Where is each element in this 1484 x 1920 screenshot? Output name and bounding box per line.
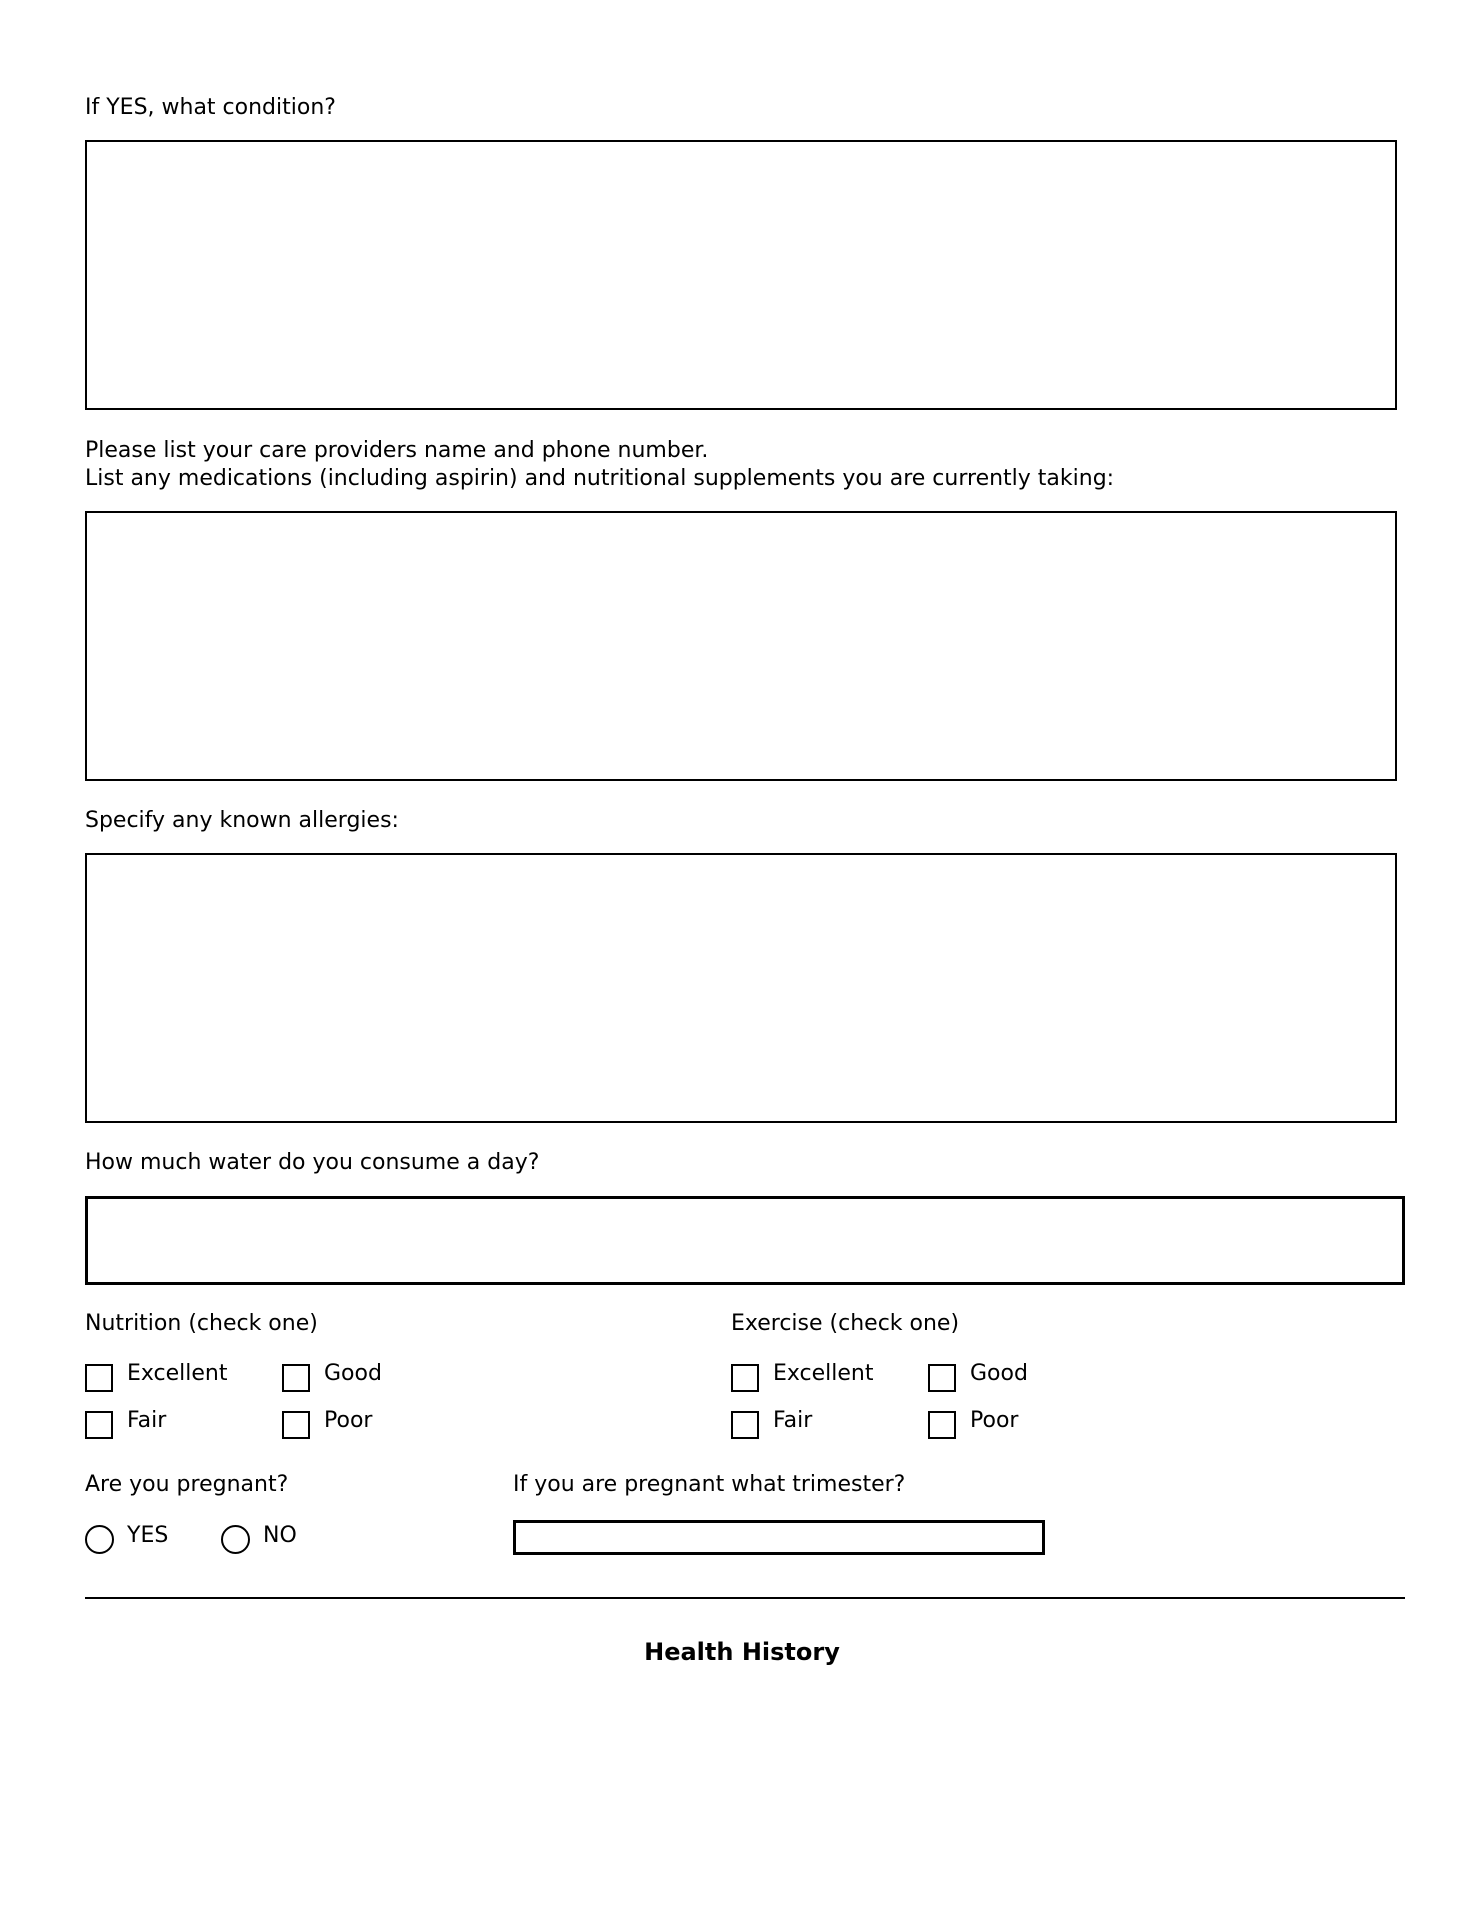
pregnant-yes-label: YES xyxy=(127,1523,169,1548)
nutrition-good-checkbox[interactable] xyxy=(282,1364,310,1392)
trimester-label: If you are pregnant what trimester? xyxy=(513,1472,906,1497)
condition-label: If YES, what condition? xyxy=(85,95,336,120)
exercise-fair-label: Fair xyxy=(773,1408,813,1433)
nutrition-fair-checkbox[interactable] xyxy=(85,1411,113,1439)
medications-field[interactable] xyxy=(85,511,1397,781)
nutrition-excellent-checkbox[interactable] xyxy=(85,1364,113,1392)
allergies-field[interactable] xyxy=(85,853,1397,1123)
exercise-excellent-label: Excellent xyxy=(773,1361,874,1386)
pregnant-label: Are you pregnant? xyxy=(85,1472,289,1497)
page-title: Health History xyxy=(644,1638,840,1666)
exercise-good-label: Good xyxy=(970,1361,1028,1386)
exercise-label: Exercise (check one) xyxy=(731,1311,960,1336)
nutrition-label: Nutrition (check one) xyxy=(85,1311,318,1336)
exercise-fair-checkbox[interactable] xyxy=(731,1411,759,1439)
nutrition-good-label: Good xyxy=(324,1361,382,1386)
medications-label: List any medications (including aspirin) and nutritional supplements you are currently taking: xyxy=(85,466,1115,491)
trimester-field[interactable] xyxy=(513,1520,1045,1555)
pregnant-no-radio[interactable] xyxy=(221,1525,250,1554)
water-field[interactable] xyxy=(85,1196,1405,1285)
allergies-label: Specify any known allergies: xyxy=(85,808,399,833)
nutrition-poor-checkbox[interactable] xyxy=(282,1411,310,1439)
footer-divider xyxy=(85,1597,1405,1599)
pregnant-yes-radio[interactable] xyxy=(85,1525,114,1554)
care-providers-label: Please list your care providers name and phone number. xyxy=(85,438,709,463)
exercise-poor-label: Poor xyxy=(970,1408,1019,1433)
exercise-good-checkbox[interactable] xyxy=(928,1364,956,1392)
nutrition-fair-label: Fair xyxy=(127,1408,167,1433)
nutrition-excellent-label: Excellent xyxy=(127,1361,228,1386)
exercise-excellent-checkbox[interactable] xyxy=(731,1364,759,1392)
nutrition-poor-label: Poor xyxy=(324,1408,373,1433)
pregnant-no-label: NO xyxy=(263,1523,297,1548)
condition-field[interactable] xyxy=(85,140,1397,410)
exercise-poor-checkbox[interactable] xyxy=(928,1411,956,1439)
water-label: How much water do you consume a day? xyxy=(85,1150,540,1175)
